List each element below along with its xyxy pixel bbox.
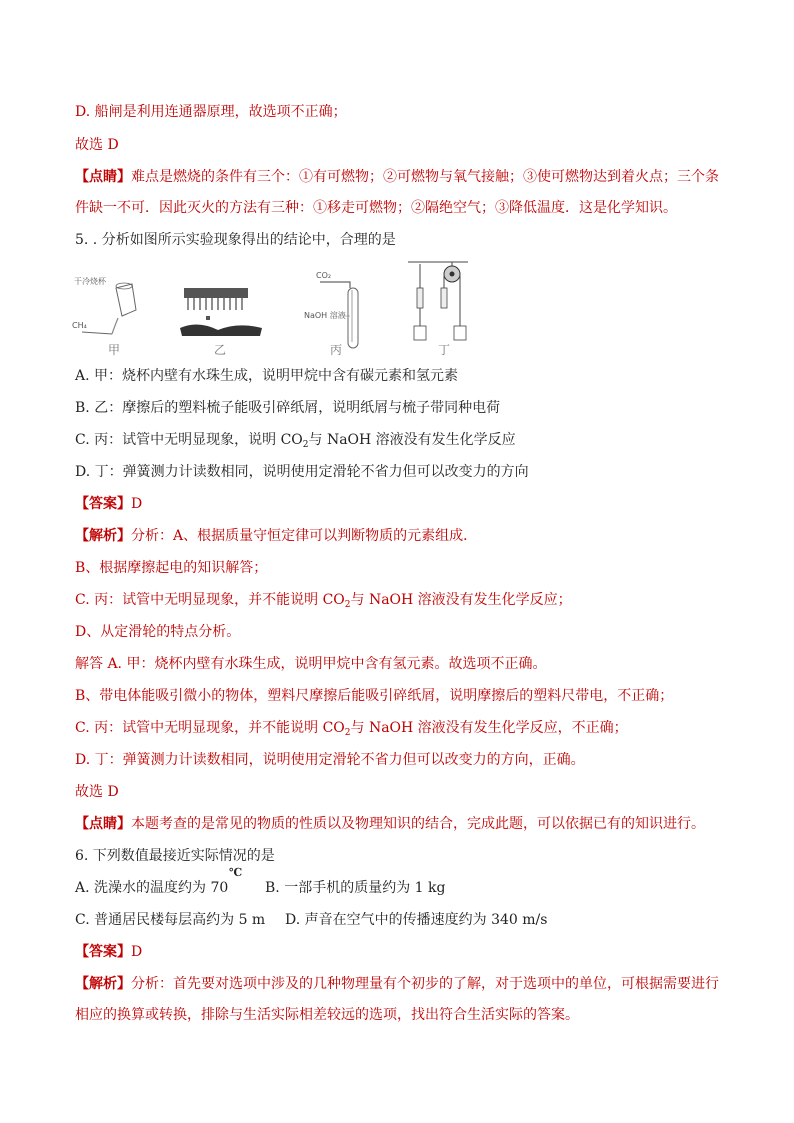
answer-value: D	[131, 496, 143, 512]
caption-yi: 乙	[214, 343, 227, 357]
analysis-3-pre: C. 丙：试管中无明显现象，并不能说明 CO	[75, 592, 345, 608]
q5-option-c	[75, 431, 516, 449]
q5-choice: 故选 D	[75, 784, 119, 800]
analysis-tag: 【解析】	[75, 976, 131, 992]
q5-answer	[75, 495, 142, 513]
q5-option-c-pre: C. 丙：试管中无明显现象，说明 CO	[75, 432, 303, 448]
caption-jia: 甲	[108, 343, 121, 357]
q5-option-d: D. 丁：弹簧测力计读数相同，说明使用定滑轮不省力但可以改变力的方向	[75, 464, 529, 480]
figure-jia	[72, 276, 136, 357]
q5-comment	[75, 815, 705, 833]
analysis-text: 分析：A、根据质量守恒定律可以判断物质的元素组成．	[131, 528, 478, 544]
label-ch4: CH₄	[72, 321, 87, 330]
q6-stem: 6. 下列数值最接近实际情况的是	[75, 848, 275, 864]
q5-analysis-3	[75, 591, 572, 609]
analysis-text: 分析：首先要对选项中涉及的几种物理量有个初步的了解，对于选项中的单位，可根据需要进行	[131, 976, 719, 992]
q5-solution-2: B、带电体能吸引微小的物体，塑料尺摩擦后能吸引碎纸屑，说明摩擦后的塑料尺带电，不正确；	[75, 688, 674, 704]
prev-choice: 故选 D	[75, 137, 119, 153]
q5-analysis-1	[75, 527, 477, 545]
prev-option-d: D. 船闸是利用连通器原理，故选项不正确；	[75, 104, 347, 120]
figure-ding	[408, 262, 468, 357]
label-co2: CO₂	[316, 271, 332, 280]
q6-option-d: D. 声音在空气中的传播速度约为 340 m/s	[285, 912, 548, 928]
analysis-tag: 【解析】	[75, 528, 131, 544]
q6-analysis-1	[75, 975, 719, 993]
comment-tag: 【点睛】	[75, 816, 131, 832]
q5-solution-3	[75, 719, 628, 737]
q5-solution-1: 解答 A. 甲：烧杯内壁有水珠生成，说明甲烷中含有氢元素。故选项不正确。	[75, 656, 547, 672]
q5-experiment-figure	[68, 258, 480, 360]
answer-tag: 【答案】	[75, 496, 131, 512]
comment-text: 难点是燃烧的条件有三个：①有可燃物；②可燃物与氧气接触；③使可燃物达到着火点；三个条	[131, 169, 719, 185]
q6-option-b: B. 一部手机的质量约为 1 kg	[265, 880, 446, 896]
comment-tag: 【点睛】	[75, 169, 131, 185]
subscript-2: 2	[302, 440, 309, 450]
solution-3-post: 与 NaOH 溶液没有发生化学反应，不正确；	[350, 720, 628, 736]
q6-option-c: C. 普通居民楼每层高约为 5 m	[75, 912, 266, 928]
q5-solution-4: D. 丁：弹簧测力计读数相同，说明使用定滑轮不省力但可以改变力的方向，正确。	[75, 752, 585, 768]
answer-value: D	[131, 944, 143, 960]
q6-option-a: A. 洗澡水的温度约为 70	[75, 880, 229, 896]
subscript-2: 2	[344, 728, 351, 738]
prev-comment-line-1	[75, 168, 719, 186]
label-naoh: NaOH 溶液	[304, 311, 346, 320]
q5-option-a: A. 甲：烧杯内壁有水珠生成，说明甲烷中含有碳元素和氢元素	[75, 368, 459, 384]
q6-analysis-2: 相应的换算或转换，排除与生活实际相差较远的选项，找出符合生活实际的答案。	[75, 1007, 579, 1023]
degree-symbol: ℃	[229, 866, 243, 879]
solution-3-pre: C. 丙：试管中无明显现象，并不能说明 CO	[75, 720, 345, 736]
figure-yi	[180, 288, 262, 357]
analysis-3-post: 与 NaOH 溶液没有发生化学反应；	[350, 592, 572, 608]
q5-option-b: B. 乙：摩擦后的塑料梳子能吸引碎纸屑，说明纸屑与梳子带同种电荷	[75, 400, 501, 416]
q5-stem: 5. . 分析如图所示实验现象得出的结论中，合理的是	[75, 232, 396, 248]
caption-bing: 丙	[330, 343, 343, 357]
label-beaker: 干冷烧杯	[74, 277, 106, 286]
q5-option-c-post: 与 NaOH 溶液没有发生化学反应	[308, 432, 516, 448]
figure-bing	[304, 271, 358, 357]
subscript-2: 2	[344, 600, 351, 610]
prev-comment-line-2: 件缺一不可．因此灭火的方法有三种：①移走可燃物；②隔绝空气；③降低温度．这是化学知识。	[75, 200, 677, 216]
experiment-illustrations	[68, 258, 480, 360]
comment-text: 本题考查的是常见的物质的性质以及物理知识的结合，完成此题，可以依据已有的知识进行。	[131, 816, 705, 832]
q5-analysis-4: D、从定滑轮的特点分析。	[75, 624, 241, 640]
answer-tag: 【答案】	[75, 944, 131, 960]
q5-analysis-2: B、根据摩擦起电的知识解答；	[75, 560, 268, 576]
q6-answer	[75, 943, 142, 961]
caption-ding: 丁	[438, 343, 451, 357]
